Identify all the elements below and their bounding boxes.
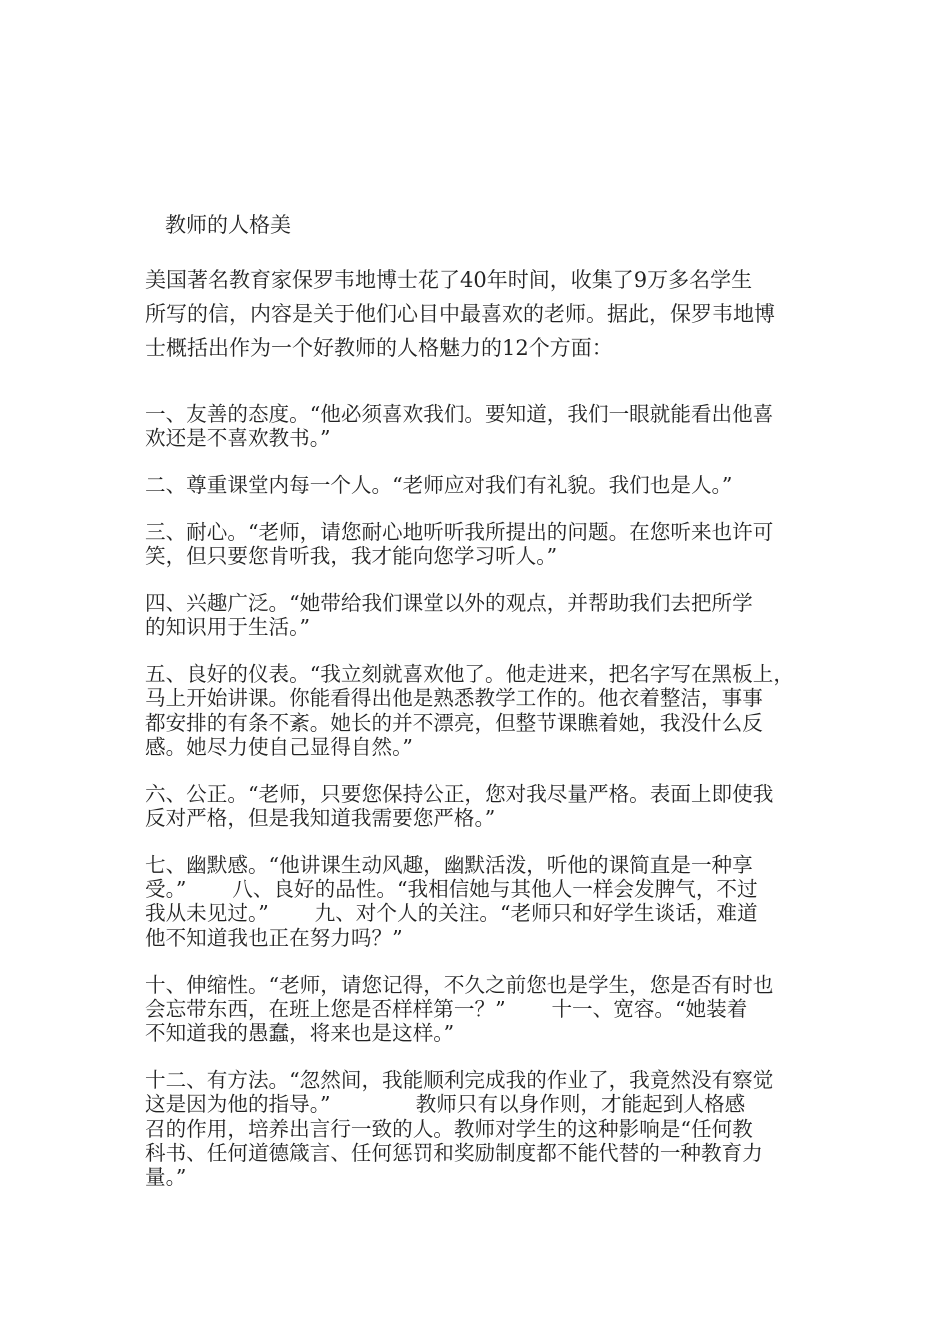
trait-paragraph-6 (145, 782, 825, 831)
trait-list (145, 402, 825, 1212)
paragraph-line: 十二、有方法。“忽然间，我能顺利完成我的作业了，我竟然没有察觉 (145, 1067, 774, 1092)
document-title: 教师的人格美 (165, 213, 291, 237)
intro-paragraph (145, 263, 825, 365)
paragraph-line: 马上开始讲课。你能看得出他是熟悉教学工作的。他衣着整洁，事事 (145, 686, 763, 711)
paragraph-line: 都安排的有条不紊。她长的并不漂亮，但整节课瞧着她，我没什么反 (145, 710, 763, 735)
trait-paragraph-8 (145, 973, 825, 1046)
paragraph-line: 一、友善的态度。“他必须喜欢我们。要知道，我们一眼就能看出他喜 (145, 402, 774, 426)
paragraph-line: 不知道我的愚蠢，将来也是这样。” (145, 1021, 455, 1046)
paragraph-line: 量。” (145, 1165, 187, 1190)
trait-paragraph-1 (145, 402, 825, 451)
paragraph-line: 四、兴趣广泛。“她带给我们课堂以外的观点，并帮助我们去把所学 (145, 590, 753, 615)
paragraph-line: 六、公正。“老师，只要您保持公正，您对我尽量严格。表面上即使我 (145, 781, 774, 806)
trait-paragraph-9 (145, 1068, 825, 1189)
trait-paragraph-3 (145, 520, 825, 569)
trait-paragraph-5 (145, 662, 825, 759)
paragraph-line: 这是因为他的指导。” 教师只有以身作则，才能起到人格感 (145, 1092, 746, 1117)
paragraph-line: 我从未见过。” 九、对个人的关注。“老师只和好学生谈话，难道 (145, 901, 758, 926)
paragraph-line: 召的作用，培养出言行一致的人。教师对学生的这种影响是“任何教 (145, 1116, 753, 1141)
paragraph-line: 科书、任何道德箴言、任何惩罚和奖励制度都不能代替的一种教育力 (145, 1140, 763, 1165)
paragraph-line: 笑，但只要您肯听我，我才能向您学习听人。” (145, 544, 558, 569)
paragraph-line: 欢还是不喜欢教书。” (145, 426, 331, 451)
paragraph-line: 感。她尽力使自己显得自然。” (145, 734, 413, 759)
trait-paragraph-2 (145, 473, 825, 497)
paragraph-line: 会忘带东西，在班上您是否样样第一？” 十一、宽容。“她装着 (145, 996, 748, 1021)
paragraph-line: 二、尊重课堂内每一个人。“老师应对我们有礼貌。我们也是人。” (145, 473, 733, 498)
paragraph-line: 他不知道我也正在努力吗？” (145, 925, 403, 950)
trait-paragraph-4 (145, 591, 825, 640)
trait-paragraph-7 (145, 853, 825, 950)
intro-line: 美国著名教育家保罗韦地博士花了40年时间，收集了9万多名学生 (145, 268, 753, 292)
paragraph-line: 反对严格，但是我知道我需要您严格。” (145, 806, 496, 831)
intro-line: 士概括出作为一个好教师的人格魅力的12个方面： (145, 336, 613, 360)
paragraph-line: 十、伸缩性。“老师，请您记得，不久之前您也是学生，您是否有时也 (145, 972, 774, 997)
paragraph-line: 受。” 八、良好的品性。“我相信她与其他人一样会发脾气，不过 (145, 877, 758, 902)
paragraph-line: 五、良好的仪表。“我立刻就喜欢他了。他走进来，把名字写在黑板上， (145, 662, 794, 687)
paragraph-line: 七、幽默感。“他讲课生动风趣，幽默活泼，听他的课简直是一种享 (145, 852, 753, 877)
paragraph-line: 的知识用于生活。” (145, 615, 310, 640)
paragraph-line: 三、耐心。“老师，请您耐心地听听我所提出的问题。在您听来也许可 (145, 519, 774, 544)
intro-line: 所写的信，内容是关于他们心目中最喜欢的老师。据此，保罗韦地博 (145, 302, 775, 326)
